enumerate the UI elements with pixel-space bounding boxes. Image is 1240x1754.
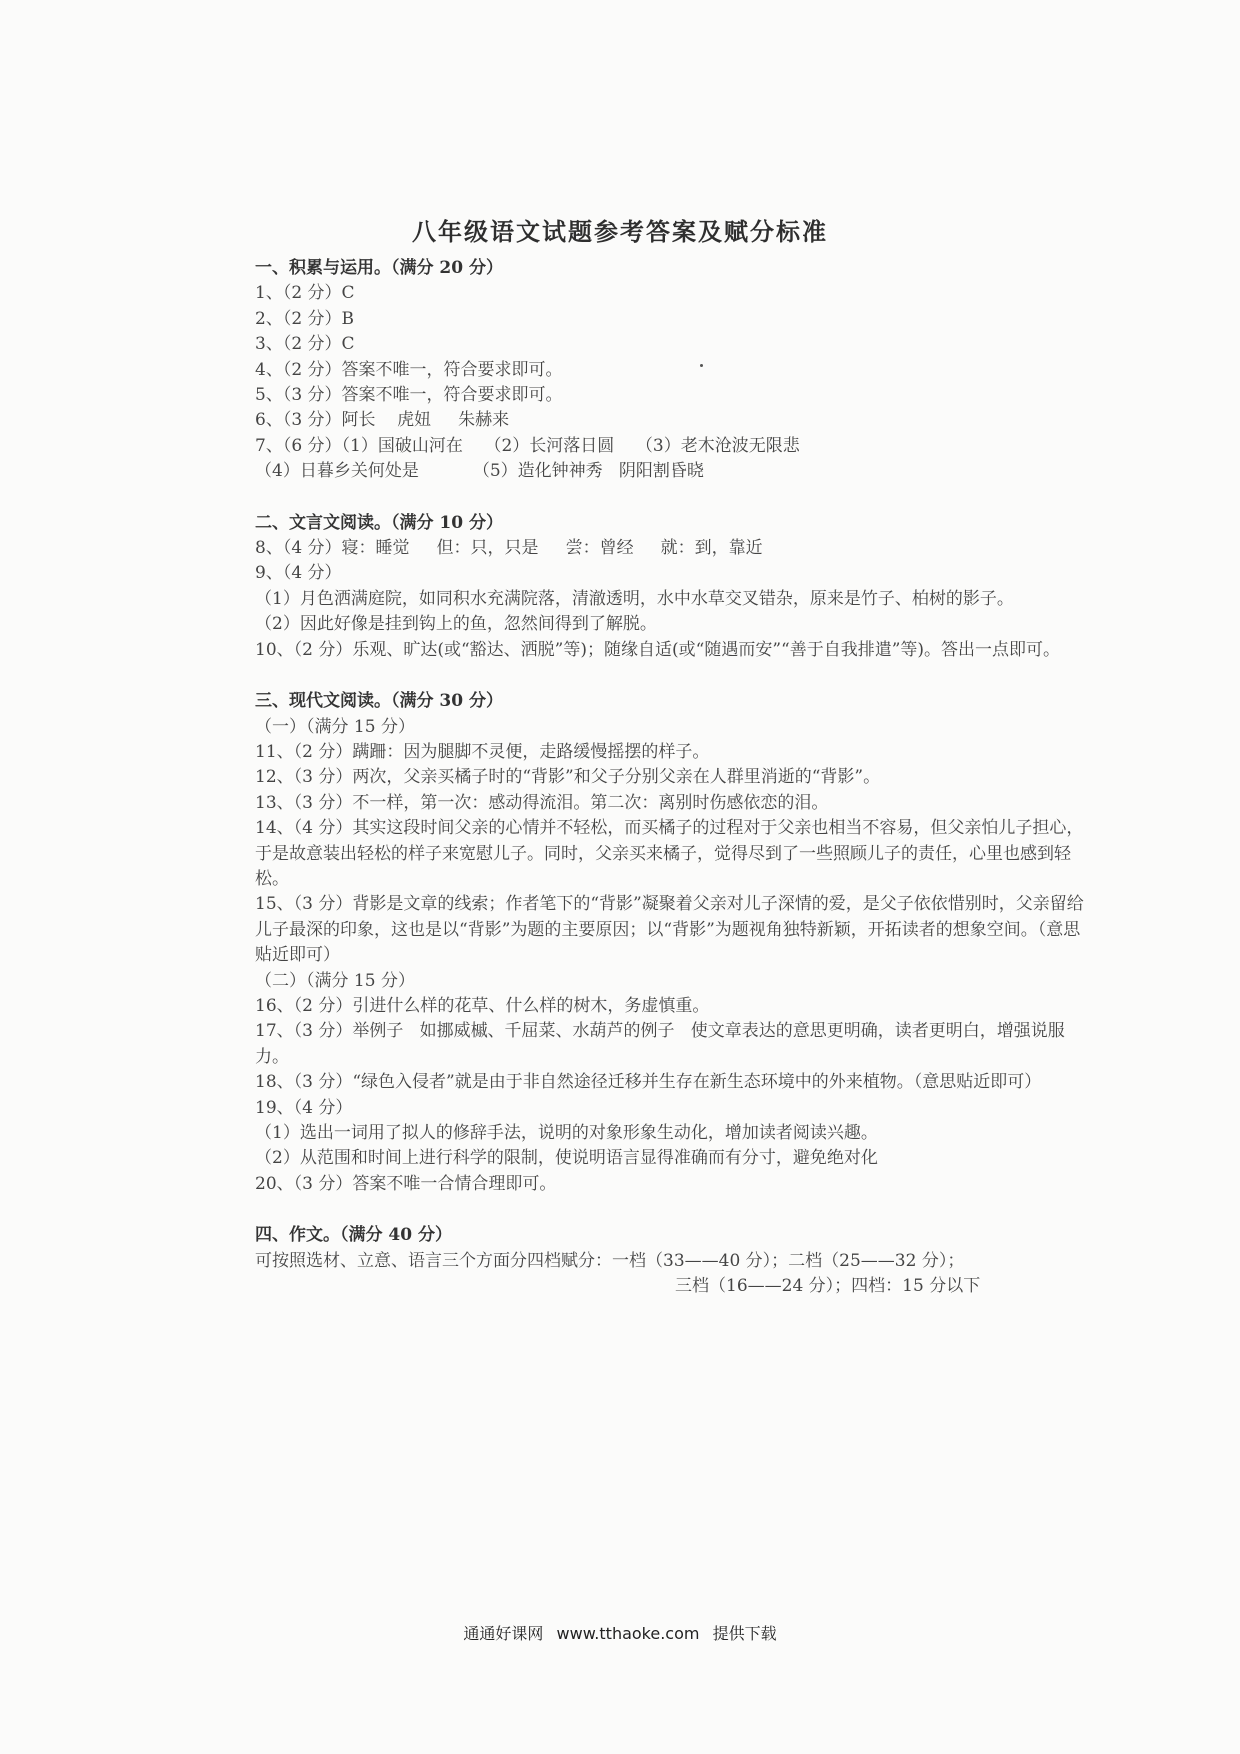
footer-action: 提供下载 [712,1624,777,1643]
footer-site-name: 通通好课网 [463,1624,544,1643]
section-gap [255,1197,1085,1223]
answer-line: 18、（3 分）“绿色入侵者”就是由于非自然途径迁移并生存在新生态环境中的外来植物。（意思贴近即可） [255,1072,1042,1093]
document-title: 八年级语文试题参考答案及赋分标准 [412,217,828,246]
answer-line: 9、（4 分） [255,563,342,584]
section-gap [255,485,1085,511]
answer-line: （2）因此好像是挂到钩上的鱼，忽然间得到了解脱。 [255,614,657,635]
footer-watermark [0,1621,1240,1644]
section-heading-2: 二、文言文阅读。（满分 10 分） [255,512,503,533]
answer-line: 5、（3 分）答案不唯一，符合要求即可。 [255,385,563,406]
answer-line: （1）月色洒满庭院，如同积水充满院落，清澈透明，水中水草交叉错杂，原来是竹子、柏树的影子。 [255,588,1014,609]
section-gap [255,663,1085,689]
answer-line: （1）选出一词用了拟人的修辞手法，说明的对象形象生动化，增加读者阅读兴趣。 [255,1123,878,1143]
answer-line: 13、（3 分）不一样，第一次：感动得流泪。第二次：离别时伤感依恋的泪。 [255,792,829,813]
answer-line: 11、（2 分）蹒跚：因为腿脚不灵便，走路缓慢摇摆的样子。 [255,741,710,762]
answer-line: （4）日暮乡关何处是 （5）造化钟神秀 阴阳割昏晓 [255,461,704,482]
answer-line: 19、（4 分） [255,1097,353,1118]
answer-line: 14、（4 分）其实这段时间父亲的心情并不轻松，而买橘子的过程对于父亲也相当不容易，但父亲怕儿子担心，于是故意装出轻松的样子来宽慰儿子。同时，父亲买来橘子，觉得尽到了一些照顾儿子的责任，心里也感到轻松。 [255,818,1084,889]
answer-line: 15、（3 分）背影是文章的线索；作者笔下的“背影”凝聚着父亲对儿子深情的爱，是父子依依惜别时，父亲留给儿子最深的印象，这也是以“背影”为题的主要原因；以“背影”为题视角独特新颖，开拓读者的想象空间。（意思贴近即可） [255,894,1084,966]
answer-line: 16、（2 分）引进什么样的花草、什么样的树木，务虚慎重。 [255,995,710,1016]
answer-line: （2）从范围和时间上进行科学的限制，使说明语言显得准确而有分寸，避免绝对化 [255,1148,878,1169]
footer-url-link[interactable]: www.tthaoke.com [556,1624,700,1643]
answer-line: 8、（4 分）寝：睡觉 但：只，只是 尝：曾经 就：到，靠近 [255,538,763,559]
subsection-heading: （二）（满分 15 分） [255,970,415,991]
answer-line: 20、（3 分）答案不唯一合情合理即可。 [255,1173,557,1194]
answer-line: 10、（2 分）乐观、旷达(或“豁达、洒脱”等)；随缘自适(或“随遇而安”“善于自我排遣”等)。答出一点即可。 [255,639,1061,660]
answer-line: 3、（2 分）C [255,334,355,355]
answer-line: 三档（16——24 分）；四档：15 分以下 [675,1276,981,1297]
answer-content [255,256,1085,1299]
subsection-heading: （一）（满分 15 分） [255,716,415,737]
answer-line: 17、（3 分）举例子 如挪威槭、千屈菜、水葫芦的例子 使文章表达的意思更明确，读者更明白，增强说服力。 [255,1021,1065,1067]
answer-line: 可按照选材、立意、语言三个方面分四档赋分：一档（33——40 分）；二档（25——32 分）； [255,1250,965,1271]
answer-line: 4、（2 分）答案不唯一，符合要求即可。 [255,359,563,380]
section-heading-1: 一、积累与运用。（满分 20 分） [255,258,503,278]
answer-line: 7、（6 分）（1）国破山河在 （2）长河落日圆 （3）老木沧波无限悲 [255,435,800,456]
section-heading-3: 三、现代文阅读。（满分 30 分） [255,691,503,712]
answer-line: 6、（3 分）阿长 虎妞 朱赫来 [255,410,510,431]
section-heading-4: 四、作文。（满分 40 分） [255,1225,452,1246]
answer-line: 12、（3 分）两次，父亲买橘子时的“背影”和父子分别父亲在人群里消逝的“背影”。 [255,767,881,788]
answer-line: 1、（2 分）C [255,283,355,304]
answer-line: 2、（2 分）B [255,308,355,329]
